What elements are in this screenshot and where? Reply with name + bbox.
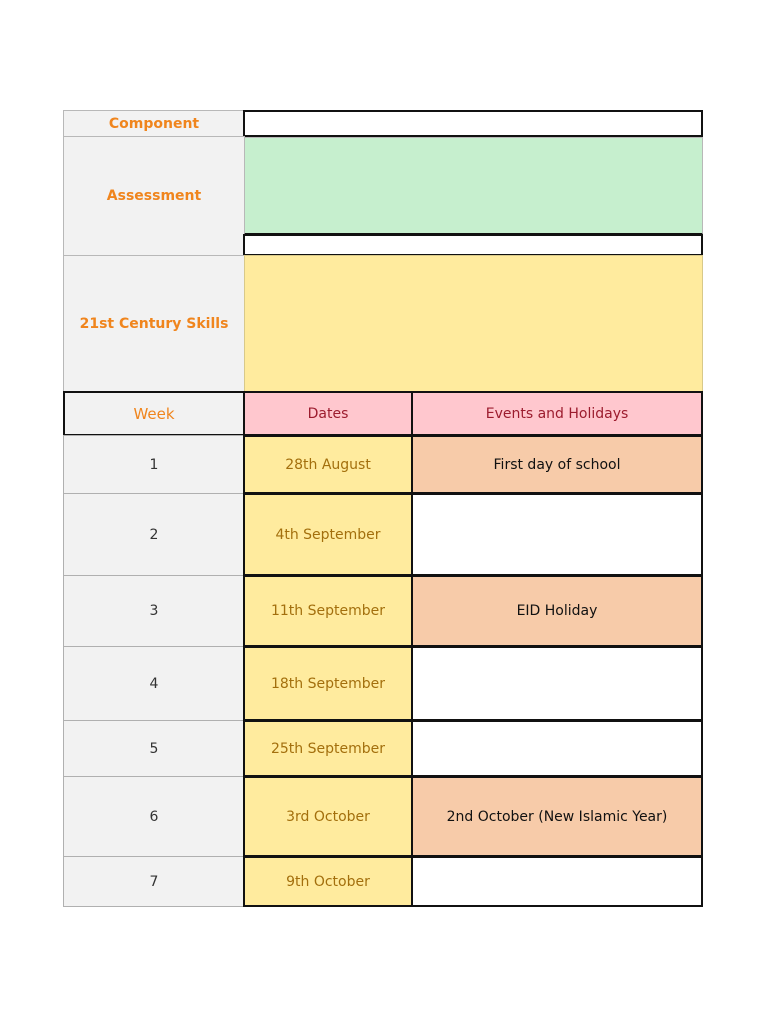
date-cell-5: 25th September <box>243 720 413 777</box>
event-cell-4 <box>411 646 703 721</box>
event-cell-5 <box>411 720 703 777</box>
date-cell-7: 9th October <box>243 856 413 907</box>
week-cell-2: 2 <box>63 493 245 576</box>
event-cell-3: EID Holiday <box>411 575 703 647</box>
assessment-label: Assessment <box>63 136 245 256</box>
week-cell-1: 1 <box>63 435 245 494</box>
date-cell-4: 18th September <box>243 646 413 721</box>
component-label: Component <box>63 110 245 137</box>
events-header: Events and Holidays <box>411 391 703 436</box>
event-cell-7 <box>411 856 703 907</box>
skills-value-cell[interactable] <box>244 255 703 392</box>
dates-header: Dates <box>243 391 413 436</box>
date-cell-6: 3rd October <box>243 776 413 857</box>
skills-label: 21st Century Skills <box>63 255 245 392</box>
week-cell-6: 6 <box>63 776 245 857</box>
week-cell-3: 3 <box>63 575 245 647</box>
date-cell-3: 11th September <box>243 575 413 647</box>
date-cell-2: 4th September <box>243 493 413 576</box>
week-header: Week <box>63 391 245 436</box>
week-cell-4: 4 <box>63 646 245 721</box>
assessment-sub-cell[interactable] <box>243 234 703 256</box>
week-cell-7: 7 <box>63 856 245 907</box>
event-cell-2 <box>411 493 703 576</box>
date-cell-1: 28th August <box>243 435 413 494</box>
event-cell-6: 2nd October (New Islamic Year) <box>411 776 703 857</box>
week-cell-5: 5 <box>63 720 245 777</box>
assessment-value-cell[interactable] <box>244 137 703 235</box>
event-cell-1: First day of school <box>411 435 703 494</box>
component-value-cell[interactable] <box>243 110 703 137</box>
